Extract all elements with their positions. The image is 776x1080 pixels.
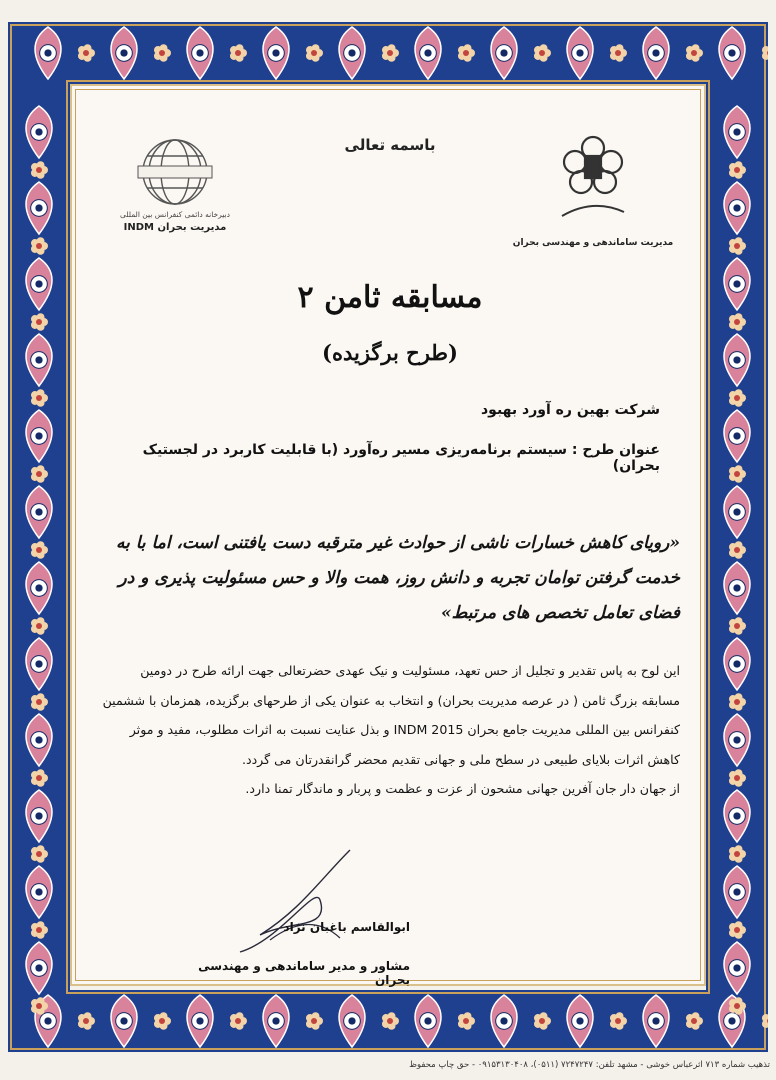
footer-credit: تذهیب شماره ۷۱۳ اثرعباس خوشی - مشهد تلفن: ۷۲۴۷۲۴۷ (۰۵۱۱)، ۰۹۱۵۳۱۳۰۴۰۸ - حق چاپ محفوظ xyxy=(409,1060,770,1070)
logo-left-caption: مدیریت بحران INDM xyxy=(123,222,227,233)
body-text: این لوح به پاس تقدیر و تجلیل از حس تعهد، مسئولیت و نیک عهدی حضرتعالی جهت ارائه طرح در دومین مسابقه بزرگ ثامن ( در عرصه مدیریت بحران) و انتخاب به عنوان یکی از طرحهای برگزیده، همزمان با ششمین کنفرانس بین المللی مدیریت جامع بحران INDM 2015 و بذل عنایت نسبت به اثرات مطلوب، مفید و موثر کاهش اثرات بلایای طبیعی در سطح ملی و جهانی تقدیم محضر گرانقدرتان می گردد. xyxy=(102,663,680,767)
company-name: شرکت بهین ره آورد بهبود xyxy=(481,402,660,418)
plan-title: عنوان طرح : سیستم برنامه‌ریزی مسیر ره‌آورد (با قابلیت کاربرد در لجستیک بحران) xyxy=(142,442,660,474)
body-paragraph xyxy=(98,656,680,804)
closing-text: از جهان دار جان آفرین جهانی مشحون از عزت و عظمت و پربار و ماندگار تمنا دارد. xyxy=(245,781,680,796)
handwritten-signature xyxy=(200,840,400,960)
quote-text: «رویای کاهش خسارات ناشی از حوادث غیر مترقبه دست یافتنی است، اما با به خدمت گرفتن توامان تجربه و دانش روز، همت والا و حس مسئولیت پذیری و در فضای تعامل تخصص های مرتبط» xyxy=(115,533,680,623)
signatory-name: ابوالقاسم باغبان نژاد xyxy=(283,920,410,934)
logo-right-caption: مدیریت ساماندهی و مهندسی بحران xyxy=(512,238,674,248)
knot-emblem-icon xyxy=(548,128,638,228)
signatory-title: مشاور و مدیر ساماندهی و مهندسی بحران xyxy=(198,959,410,987)
mashhad-municipality-logo xyxy=(512,128,674,248)
certificate-title: مسابقه ثامن ۲ xyxy=(297,280,483,315)
certificate-subtitle: (طرح برگزیده) xyxy=(322,340,458,365)
globe-icon xyxy=(120,136,230,208)
logo-left-caption-small: دبیرخانه دائمی کنفرانس بین المللی xyxy=(120,210,230,219)
bismillah-heading: باسمه تعالی xyxy=(344,136,436,154)
indm-logo xyxy=(120,136,230,236)
